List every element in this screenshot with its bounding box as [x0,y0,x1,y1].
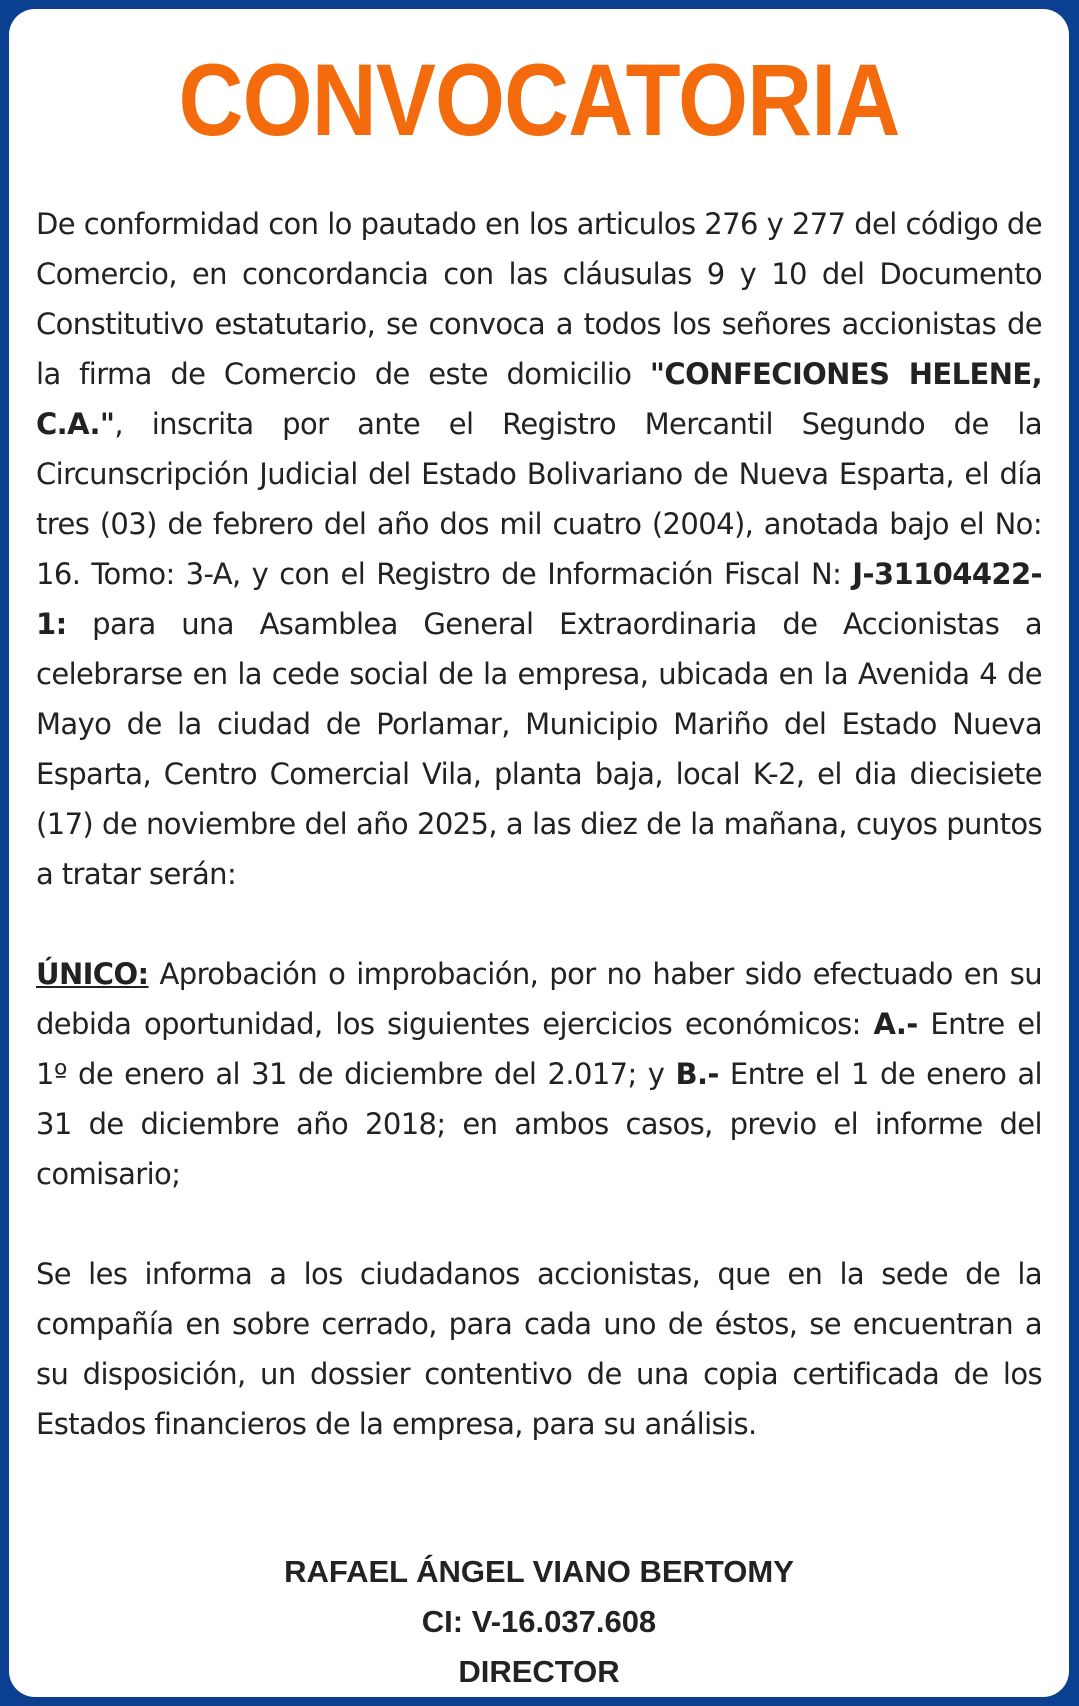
notice-card [9,9,1069,1697]
agenda-text-2: Entre el 1º de enero al 31 de diciembre del 2.017; y [36,1007,1042,1091]
convocation-text-3: para una Asamblea General Extraordinaria de Accionistas a celebrarse en la cede social de la empresa, ubicada en la Avenida 4 de Mayo de la ciudad de Porlamar, Municipio Mariño del Estado Nueva Esparta, Centro Comercial Vila, planta baja, local K-2, el dia diecisiete (17) de noviembre del año 2025, a las diez de la mañana, cuyos puntos a tratar serán: [36,607,1042,891]
signature-block [9,1547,1069,1697]
notice-body [36,199,1042,1449]
agenda-text-3: Entre el 1 de enero al 31 de diciembre año 2018; en ambos casos, previo el informe del comisario; [36,1057,1042,1191]
company-name: "CONFECIONES HELENE, C.A." [36,357,1042,441]
fiscal-id: J-31104422-1: [36,557,1042,641]
convocation-text-1: De conformidad con lo pautado en los articulos 276 y 277 del código de Comercio, en concordancia con las cláusulas 9 y 10 del Documento Constitutivo estatutario, se convoca a todos los señores accionistas de la firma de Comercio de este domicilio [36,207,1042,391]
info-paragraph: Se les informa a los ciudadanos accionistas, que en la sede de la compañía en sobre cerrado, para cada uno de éstos, se encuentran a su disposición, un dossier contentivo de una copia certificada de los Estados financieros de la empresa, para su análisis. [36,1257,1042,1441]
signatory-id: CI: V-16.037.608 [421,1604,657,1639]
signatory-role: DIRECTOR [458,1654,620,1689]
agenda-label: ÚNICO: [36,957,149,991]
signatory-name: RAFAEL ÁNGEL VIANO BERTOMY [284,1554,794,1589]
agenda-text-1: Aprobación o improbación, por no haber sido efectuado en su debida oportunidad, los siguientes ejercicios económicos: [36,957,1042,1041]
convocation-text-2: , inscrita por ante el Registro Mercantil Segundo de la Circunscripción Judicial del Estado Bolivariano de Nueva Esparta, el día tres (03) de febrero del año dos mil cuatro (2004), anotada bajo el No: 16. Tomo: 3-A, y con el Registro de Información Fiscal N: [36,407,1042,591]
agenda-item-b-label: B.- [675,1057,719,1091]
agenda-paragraph [36,949,1042,1199]
agenda-item-a-label: A.- [873,1007,918,1041]
convocation-paragraph [36,199,1042,899]
notice-title: CONVOCATORIA [178,43,900,158]
